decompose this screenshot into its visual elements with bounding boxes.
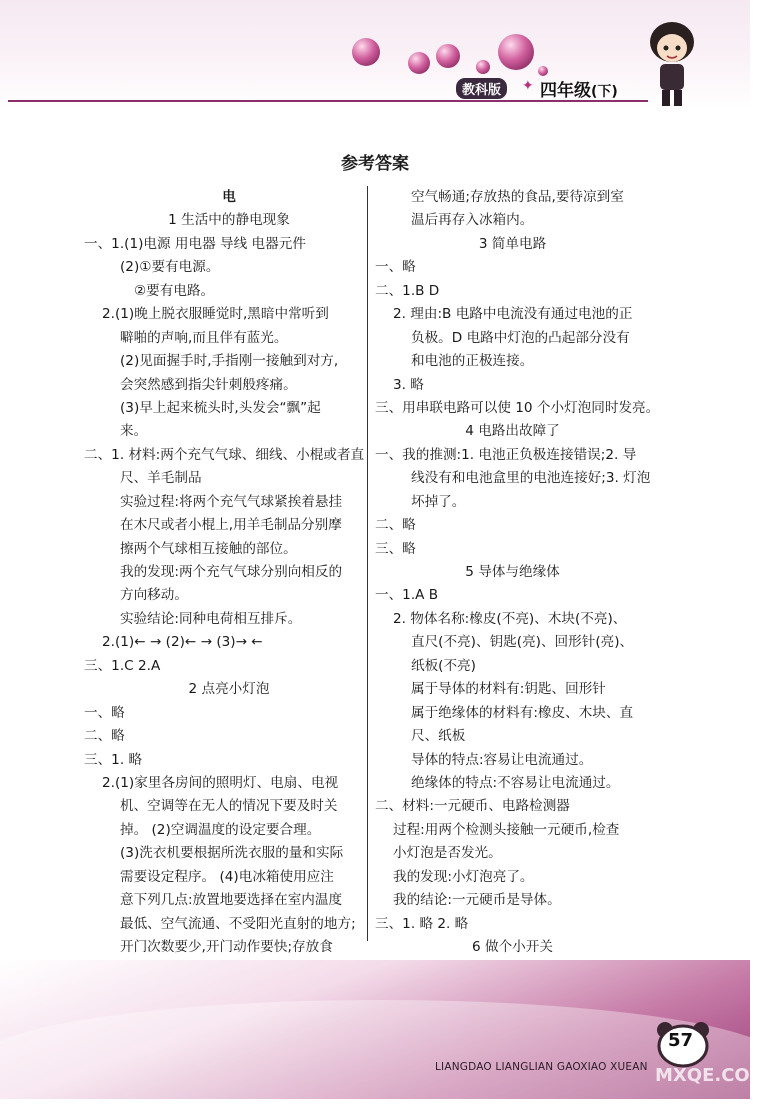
answer-line: 机、空调等在无人的情况下要及时关 [120, 798, 338, 815]
grade-text: 四年级 [540, 81, 591, 101]
answer-line: 2.(1)← → (2)← → (3)→ ← [102, 634, 263, 651]
answer-line: 尺、羊毛制品 [120, 470, 202, 487]
answer-line: 属于绝缘体的材料有:橡皮、木块、直 [411, 704, 634, 721]
left-answer-column [84, 186, 374, 1006]
answer-line: 会突然感到指尖针刺般疼痛。 [120, 376, 297, 393]
answer-line: 线没有和电池盒里的电池连接好;3. 灯泡 [411, 470, 651, 487]
answer-line: 过程:用两个检测头接触一元硬币,检查 [393, 821, 620, 838]
answer-line: 3. 略 [393, 376, 424, 393]
decorative-bubble [538, 66, 548, 76]
answer-line: 二、略 [375, 517, 416, 534]
answer-line: 属于导体的材料有:钥匙、回形针 [411, 681, 606, 698]
answer-line: 我的结论:一元硬币是导体。 [393, 892, 561, 909]
answer-line: 三、用串联电路可以使 10 个小灯泡同时发亮。 [375, 399, 660, 416]
answer-line: 意下列几点:放置地要选择在室内温度 [120, 892, 343, 909]
decorative-bubble [352, 38, 380, 66]
answer-line: 二、1. 材料:两个充气气球、细线、小棍或者直 [84, 446, 365, 463]
decorative-bubble [476, 60, 490, 74]
answer-line: 直尺(不亮)、钥匙(亮)、回形针(亮)、 [411, 634, 634, 651]
answer-line: (3)早上起来梳头时,头发会“飘”起 [120, 399, 321, 416]
answer-line: ②要有电路。 [134, 282, 215, 299]
answer-line: 需要设定程序。 (4)电冰箱使用应注 [120, 868, 334, 885]
answer-line: 方向移动。 [120, 587, 188, 604]
term-text: (下) [591, 84, 618, 100]
edition-badge: 教科版 [456, 78, 507, 99]
answer-line: 实验结论:同种电荷相互排斥。 [120, 610, 302, 627]
answer-line: 导体的特点:容易让电流通过。 [411, 751, 593, 768]
answer-line: 尺、纸板 [411, 728, 466, 745]
answer-line: 坏掉了。 [411, 493, 466, 510]
answer-line: 三、略 [375, 540, 416, 557]
answer-line: 噼啪的声响,而且伴有蓝光。 [120, 329, 288, 346]
answer-line: 二、材料:一元硬币、电路检测器 [375, 798, 570, 815]
decorative-bubble [436, 44, 460, 68]
answer-line: 二、略 [84, 728, 125, 745]
answer-line: 2. 物体名称:橡皮(不亮)、木块(不亮)、 [393, 610, 627, 627]
answer-line: 负极。D 电路中灯泡的凸起部分没有 [411, 329, 630, 346]
answer-line: 掉。 (2)空调温度的设定要合理。 [120, 821, 321, 838]
column-divider [367, 186, 368, 941]
answer-line: 电 [222, 189, 236, 205]
answer-line: 2.(1)家里各房间的照明灯、电扇、电视 [102, 774, 339, 791]
series-name: LIANGDAO LIANGLIAN GAOXIAO XUEAN [435, 1061, 648, 1073]
answer-line: 擦两个气球相互接触的部位。 [120, 540, 297, 557]
answer-line: 和电池的正极连接。 [411, 353, 534, 370]
answer-line: 一、我的推测:1. 电池正负极连接错误;2. 导 [375, 446, 637, 463]
answer-line: (2)见面握手时,手指刚一接触到对方, [120, 353, 339, 370]
right-answer-column [375, 186, 660, 1006]
answer-line: 我的发现:小灯泡亮了。 [393, 868, 534, 885]
answer-line: 一、1.A B [375, 587, 439, 604]
answer-line: 我的发现:两个充气气球分别向相反的 [120, 564, 343, 580]
answer-line: (2)①要有电源。 [120, 259, 220, 276]
answer-line: 一、1.(1)电源 用电器 导线 电器元件 [84, 235, 306, 252]
answer-line: 2.(1)晚上脱衣服睡觉时,黑暗中常听到 [102, 306, 329, 323]
answer-line: 2 点亮小灯泡 [188, 681, 270, 698]
answer-line: 一、略 [84, 704, 125, 721]
answer-line: 三、1. 略 [84, 751, 143, 768]
watermark: MXQE.COM [655, 1065, 768, 1086]
answer-line: 3 简单电路 [478, 235, 547, 252]
answer-line: 5 导体与绝缘体 [465, 564, 560, 580]
answer-line: 在木尺或者小棍上,用羊毛制品分别摩 [120, 517, 342, 534]
answer-line: 三、1.C 2.A [84, 657, 161, 674]
answer-line: 纸板(不亮) [411, 657, 476, 674]
grade-label [540, 76, 618, 101]
answer-line: 最低、空气流通、不受阳光直射的地方; [120, 915, 356, 932]
cartoon-boy-icon [640, 12, 704, 112]
answer-line: 小灯泡是否发光。 [393, 845, 502, 862]
separator-icon: ✦ [522, 78, 534, 94]
answer-line: 空气畅通;存放热的食品,要待凉到室 [411, 189, 624, 205]
page-number: 57 [668, 1030, 694, 1051]
answer-line: 1 生活中的静电现象 [168, 212, 290, 229]
answer-line: 6 做个小开关 [472, 939, 553, 955]
answer-line: 来。 [120, 423, 148, 440]
decorative-bubble [498, 34, 534, 70]
page-title: 参考答案 [341, 154, 409, 174]
decorative-bubble [408, 52, 430, 74]
answer-line: 4 电路出故障了 [465, 423, 560, 440]
answer-line: 二、1.B D [375, 282, 440, 299]
answer-line: 三、1. 略 2. 略 [375, 915, 469, 932]
answer-line: 一、略 [375, 259, 416, 276]
answer-line: 实验过程:将两个充气气球紧挨着悬挂 [120, 493, 343, 510]
answer-line: 开门次数要少,开门动作要快;存放食 [120, 939, 333, 955]
answer-line: 温后再存入冰箱内。 [411, 212, 534, 229]
answer-line: 绝缘体的特点:不容易让电流通过。 [411, 774, 620, 791]
answer-line: (3)洗衣机要根据所洗衣服的量和实际 [120, 845, 344, 862]
answer-line: 2. 理由:B 电路中电流没有通过电池的正 [393, 306, 633, 323]
